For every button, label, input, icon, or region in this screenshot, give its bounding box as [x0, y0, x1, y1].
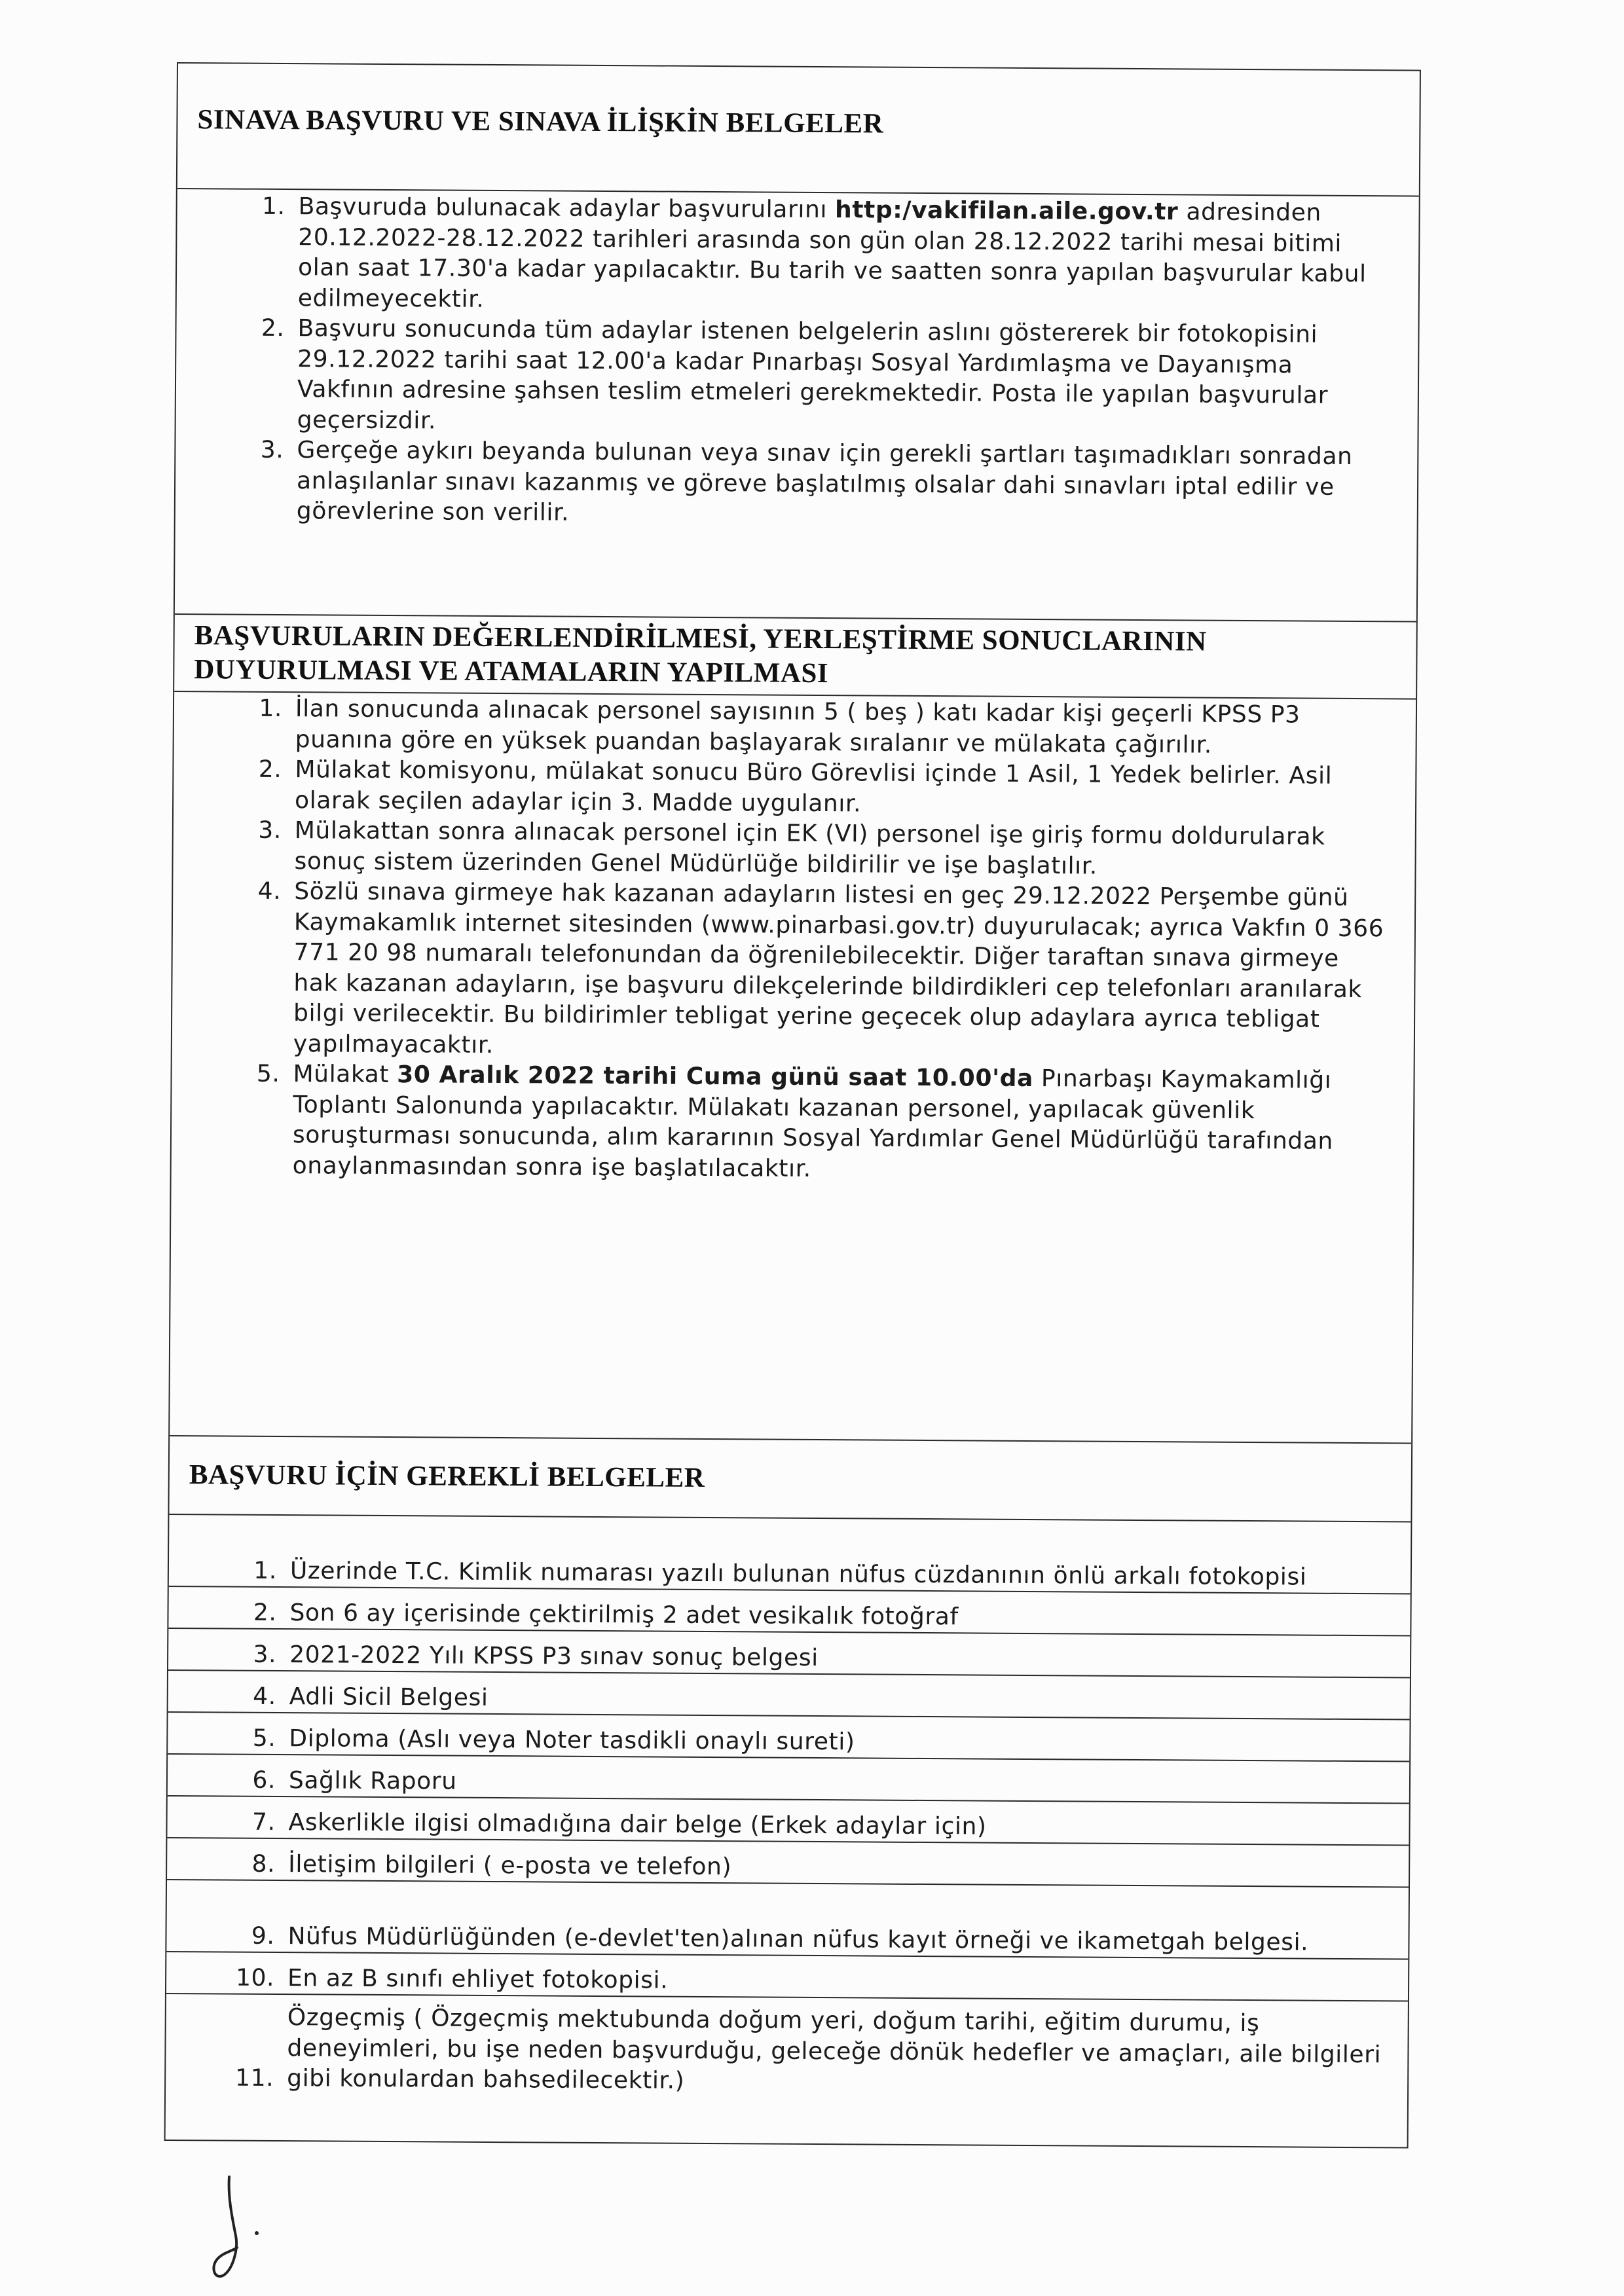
item-text-part: Mülakat: [293, 1061, 397, 1089]
list-item: [233, 694, 1390, 762]
item-text: İletişim bilgileri ( e-posta ve telefon): [288, 1850, 732, 1880]
list-item: [166, 1880, 1409, 1960]
item-text-part: Pınarbaşı Kaymakamlığı Toplantı Salonunda yapılacaktır. Mülakatı kazanan personel, yapılacak güvenlik soruşturması sonucunda, alım kararının Sosyal Yardımlar Genel Müdürlüğü tarafından onaylanmasından sonra işe başlatılacaktır.: [292, 1065, 1334, 1182]
item-text: Adli Sicil Belgesi: [289, 1683, 489, 1711]
list-item: [167, 1796, 1409, 1846]
item-number: 11.: [235, 2064, 274, 2092]
item-text: [298, 192, 1393, 320]
item-text: Üzerinde T.C. Kimlik numarası yazılı bulunan nüfus cüzdanının önlü arkalı fotokopisi: [289, 1557, 1307, 1591]
section2-heading-line1: BAŞVURULARIN DEĞERLENDİRİLMESİ, YERLEŞTİRME SONUCLARININ: [194, 620, 1207, 657]
section2-heading: [194, 619, 1390, 694]
item-text: Askerlikle ilgisi olmadığına dair belge (Erkek adaylar için): [288, 1808, 987, 1840]
item-text: Son 6 ay içerisinde çektirilmiş 2 adet vesikalık fotoğraf: [289, 1599, 959, 1630]
list-item: [236, 192, 1393, 321]
item-number: 4.: [257, 877, 282, 905]
list-item: [166, 1994, 1408, 2101]
divider: [170, 1435, 1411, 1444]
item-number: 6.: [252, 1766, 276, 1794]
item-text: Sağlık Raporu: [288, 1766, 457, 1795]
item-number: 2.: [261, 314, 285, 342]
item-text: Mülakattan sonra alınacak personel için EK (VI) personel işe giriş formu doldurularak sonuç sistem üzerinden Genel Müdürlüğe bildirilir ve işe başlatılır.: [294, 817, 1325, 880]
item-number: 2.: [258, 756, 282, 783]
section2-heading-line2: DUYURULMASI VE ATAMALARIN YAPILMASI: [194, 654, 829, 689]
list-item: [168, 1671, 1410, 1721]
item-text: Sözlü sınava girmeye hak kazanan adayların listesi en geç 29.12.2022 Perşembe günü Kaymakamlık internet sitesinden (www.pinarbasi.gov.tr) duyurulacak; ayrıca Vakfın 0 366 771 20 98 numaralı telefonundan da öğrenilebilecektir. Diğer taraftan sınava girmeye hak kazanan adayların, işe başvuru dilekçelerinde bildirdikleri cep telefonları aranılarak bilgi verilecektir. Bu bildirimler tebligat yerine geçecek olup adaylara ayrıca tebligat yapılmayacaktır.: [293, 878, 1384, 1059]
item-number: 10.: [235, 1964, 275, 1992]
item-number: 1.: [261, 192, 286, 221]
section1-heading: SINAVA BAŞVURU VE SINAVA İLİŞKİN BELGELER: [197, 104, 884, 139]
list-item: [169, 1515, 1411, 1595]
list-item: [231, 1059, 1388, 1188]
section3-heading: BAŞVURU İÇİN GEREKLİ BELGELER: [189, 1459, 705, 1493]
item-number: 2.: [253, 1599, 277, 1626]
item-text: [293, 1059, 1388, 1188]
item-text: Diploma (Aslı veya Noter tasdikli onaylı sureti): [289, 1724, 855, 1755]
handwritten-signature: [210, 2170, 282, 2282]
item-text: Başvuru sonucunda tüm adaylar istenen belgelerin aslını göstererek bir fotokopisini 29.12.2022 tarihi saat 12.00'a kadar Pınarbaşı Sosyal Yardımlaşma ve Dayanışma Vakfının adresine şahsen teslim etmeleri gerekmektedir. Posta ile yapılan başvurular geçersizdir.: [297, 315, 1329, 434]
list-item: [234, 435, 1392, 534]
item-text: Nüfus Müdürlüğünden (e-devlet'ten)alınan nüfus kayıt örneği ve ikametgah belgesi.: [287, 1922, 1309, 1956]
item-text: En az B sınıfı ehliyet fotokopisi.: [287, 1964, 669, 1994]
list-item: [168, 1629, 1410, 1679]
item-number: 1.: [259, 695, 283, 723]
section1-list: [234, 192, 1393, 534]
item-number: 3.: [253, 1641, 277, 1668]
item-number: 3.: [260, 436, 284, 464]
document-frame: [164, 62, 1421, 2149]
list-item: [235, 314, 1392, 443]
interview-date: 30 Aralık 2022 tarihi Cuma günü saat 10.00'da: [397, 1061, 1034, 1093]
item-text-part: Başvuruda bulunacak adaylar başvurularını: [298, 193, 836, 224]
list-item: [232, 816, 1389, 884]
item-text-part: adresinden 20.12.2022-28.12.2022 tarihleri arasında son gün olan 28.12.2022 tarihi mesai bitimi olan saat 17.30'a kadar yapılacaktır. Bu tarih ve saatten sonra yapılan başvurular kabul edilmeyecektir.: [297, 198, 1367, 313]
list-item: [166, 1952, 1408, 2002]
item-number: 1.: [253, 1557, 278, 1584]
item-number: 8.: [251, 1850, 276, 1878]
item-number: 3.: [258, 816, 282, 844]
section3-list: [225, 1516, 1384, 2101]
list-item: [231, 877, 1389, 1066]
list-item: [168, 1713, 1409, 1762]
application-url: http:/vakifilan.aile.gov.tr: [834, 196, 1179, 226]
item-text: Mülakat komisyonu, mülakat sonucu Büro Görevlisi içinde 1 Asil, 1 Yedek belirler. Asil olarak seçilen adaylar için 3. Madde uygulanır.: [294, 756, 1333, 817]
section2-list: [231, 694, 1390, 1188]
item-number: 4.: [253, 1683, 276, 1710]
list-item: [167, 1838, 1409, 1888]
list-item: [232, 755, 1390, 823]
list-item: [168, 1587, 1410, 1637]
item-text: Özgeçmiş ( Özgeçmiş mektubunda doğum yeri, doğum tarihi, eğitim durumu, iş deneyimleri, bu işe neden başvurduğu, geleceğe dönük hedefler ve amaçları, aile bilgileri gibi konulardan bahsedilecektir.): [287, 2004, 1382, 2094]
item-text: İlan sonucunda alınacak personel sayısının 5 ( beş ) katı kadar kişi geçerli KPSS P3 puanına göre en yüksek puandan başlayarak sıralanır ve mülakata çağırılır.: [295, 695, 1301, 759]
item-number: 7.: [251, 1808, 276, 1836]
list-item: [168, 1755, 1409, 1804]
item-number: 5.: [252, 1724, 276, 1752]
item-text: Gerçeğe aykırı beyanda bulunan veya sınav için gerekli şartları taşımadıkları sonradan anlaşılanlar sınavı kazanmış ve göreve başlatılmış olsalar dahi sınavları iptal edilir ve görevlerine son verilir.: [296, 437, 1353, 526]
item-number: 9.: [251, 1922, 275, 1950]
item-text: 2021-2022 Yılı KPSS P3 sınav sonuç belgesi: [289, 1641, 819, 1671]
item-number: 5.: [256, 1060, 280, 1087]
